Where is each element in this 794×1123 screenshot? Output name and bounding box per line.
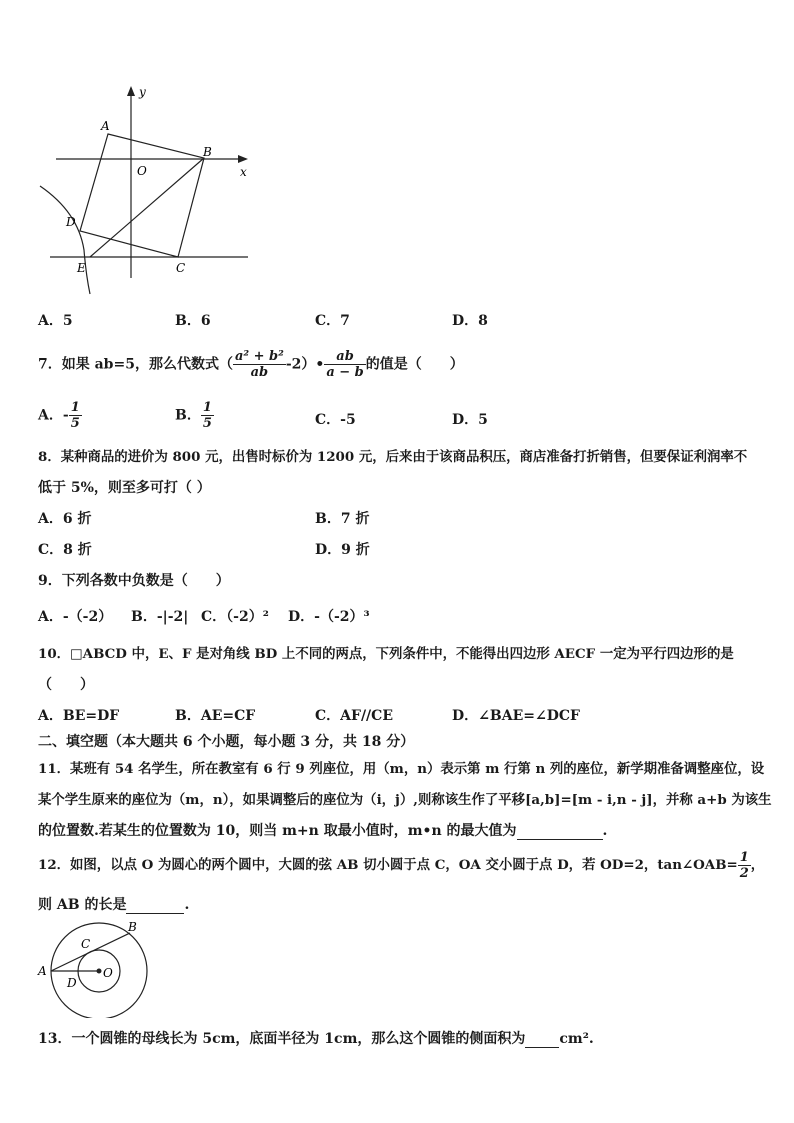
arc xyxy=(40,186,90,294)
q9-option-a: A．-（-2） xyxy=(38,609,113,625)
q9-option-d: D．-（-2）³ xyxy=(288,609,370,625)
q12-frac-num: 1 xyxy=(739,850,749,865)
q13-answer-blank[interactable] xyxy=(525,1033,559,1048)
q12-answer-blank[interactable] xyxy=(126,899,184,914)
q7-fraction-1 xyxy=(233,349,286,380)
x-axis-arrow-icon xyxy=(238,155,248,163)
q7-fraction-2 xyxy=(324,349,365,380)
parallelogram-abcd xyxy=(80,134,204,257)
q10-line-1: 10．□ABCD 中，E、F 是对角线 BD 上不同的两点，下列条件中，不能得出四边形 AECF 一定为平行四边形的是 xyxy=(38,646,734,662)
q7-option-a xyxy=(38,400,82,431)
q8-option-c: C．8 折 xyxy=(38,542,92,558)
concentric-circles-figure xyxy=(36,918,156,1018)
q12-line-1-text: 12．如图，以点 O 为圆心的两个圆中，大圆的弦 AB 切小圆于点 C，OA 交小圆于点 D，若 OD=2，tan∠OAB= xyxy=(38,857,738,873)
q7-option-b-den: 5 xyxy=(202,416,212,431)
q10-option-b: B．AE=CF xyxy=(175,708,256,724)
q7-option-c: C．-5 xyxy=(315,412,356,428)
fig2-label-c: C xyxy=(81,937,91,951)
q9-stem: 9．下列各数中负数是（ ） xyxy=(38,573,230,589)
fig2-label-b: B xyxy=(128,920,137,934)
label-x: x xyxy=(240,165,247,179)
coordinate-figure xyxy=(36,82,254,298)
q11-answer-blank[interactable] xyxy=(517,825,603,840)
section-2-title: 二、填空题（本大题共 6 个小题，每小题 3 分，共 18 分） xyxy=(38,734,415,750)
q12-fraction xyxy=(738,850,751,881)
q12-frac-den: 2 xyxy=(739,866,749,881)
q7-mid: -2）• xyxy=(285,356,325,373)
q7-prefix: 7．如果 ab=5，那么代数式（ xyxy=(38,356,233,373)
q13-stem xyxy=(38,1030,594,1048)
q7-frac1-denominator: ab xyxy=(250,365,269,380)
q11-line-1: 11．某班有 54 名学生，所在教室有 6 行 9 列座位，用（m，n）表示第 m 行第 n 列的座位，新学期准备调整座位，设 xyxy=(38,761,765,777)
q9-option-b: B．-|-2| xyxy=(131,609,189,625)
q13-text: 13．一个圆锥的母线长为 5cm，底面半径为 1cm，那么这个圆锥的侧面积为 xyxy=(38,1031,526,1047)
q7-frac2-numerator: ab xyxy=(324,349,365,365)
fig2-label-a: A xyxy=(38,964,47,978)
q7-stem xyxy=(38,349,464,380)
label-d: D xyxy=(66,215,76,229)
q12-line-2-text: 则 AB 的长是 xyxy=(38,897,127,913)
q10-option-a: A．BE=DF xyxy=(38,708,120,724)
q8-line-1: 8．某种商品的进价为 800 元，出售时标价为 1200 元，后来由于该商品积压，商店准备打折销售，但要保证利润率不 xyxy=(38,449,748,465)
q10-line-2: （ ） xyxy=(38,677,94,693)
q7-option-b-label: B． xyxy=(175,407,201,424)
q7-frac1-numerator: a² + b² xyxy=(234,349,284,364)
q7-option-d: D．5 xyxy=(452,412,488,428)
q10-option-c: C．AF//CE xyxy=(315,708,393,724)
q6-option-a: A．5 xyxy=(38,313,73,329)
fig2-label-o: O xyxy=(103,966,113,980)
segment-eb xyxy=(90,158,204,257)
q7-suffix: 的值是（ ） xyxy=(365,356,464,373)
q7-option-a-den: 5 xyxy=(70,416,80,431)
q7-option-a-fraction xyxy=(69,400,82,431)
q7-option-b-num: 1 xyxy=(202,400,212,415)
q12-line-1 xyxy=(38,850,764,881)
label-a: A xyxy=(101,119,110,133)
q12-line-2-end: . xyxy=(184,897,190,913)
q7-option-a-num: 1 xyxy=(70,400,80,415)
q11-line-2: 某个学生原来的座位为（m，n），如果调整后的座位为（i，j）,则称该生作了平移[a,b]=[m - i,n - j]，并称 a+b 为该生 xyxy=(38,792,772,808)
y-axis-arrow-icon xyxy=(127,86,135,96)
q10-option-d: D．∠BAE=∠DCF xyxy=(452,708,580,724)
q6-option-c: C．7 xyxy=(315,313,350,329)
q8-option-a: A．6 折 xyxy=(38,511,92,527)
q11-line-3-text: 的位置数.若某生的位置数为 10，则当 m+n 取最小值时，m•n 的最大值为 xyxy=(38,823,517,839)
q7-frac2-denominator: a − b xyxy=(326,365,364,380)
q7-option-a-label: A．- xyxy=(38,407,69,424)
label-c: C xyxy=(176,261,186,275)
q9-option-c: C．（-2）² xyxy=(201,609,269,625)
q8-option-d: D．9 折 xyxy=(315,542,370,558)
q12-line-2 xyxy=(38,896,189,914)
fig2-label-d: D xyxy=(67,976,77,990)
label-b: B xyxy=(203,145,212,159)
q7-option-b-fraction xyxy=(201,400,214,431)
q13-unit: cm². xyxy=(559,1031,594,1047)
label-y: y xyxy=(139,85,146,99)
q6-option-d: D．8 xyxy=(452,313,488,329)
q8-line-2: 低于 5%，则至多可打（ ） xyxy=(38,480,211,496)
q12-line-1-end: ， xyxy=(750,857,765,873)
q6-option-b: B．6 xyxy=(175,313,211,329)
label-o: O xyxy=(137,164,147,178)
q11-line-3 xyxy=(38,822,607,840)
q11-line-3-end: . xyxy=(602,823,608,839)
label-e: E xyxy=(77,261,86,275)
center-point-o xyxy=(97,969,102,974)
q7-option-b xyxy=(175,400,214,431)
q8-option-b: B．7 折 xyxy=(315,511,370,527)
